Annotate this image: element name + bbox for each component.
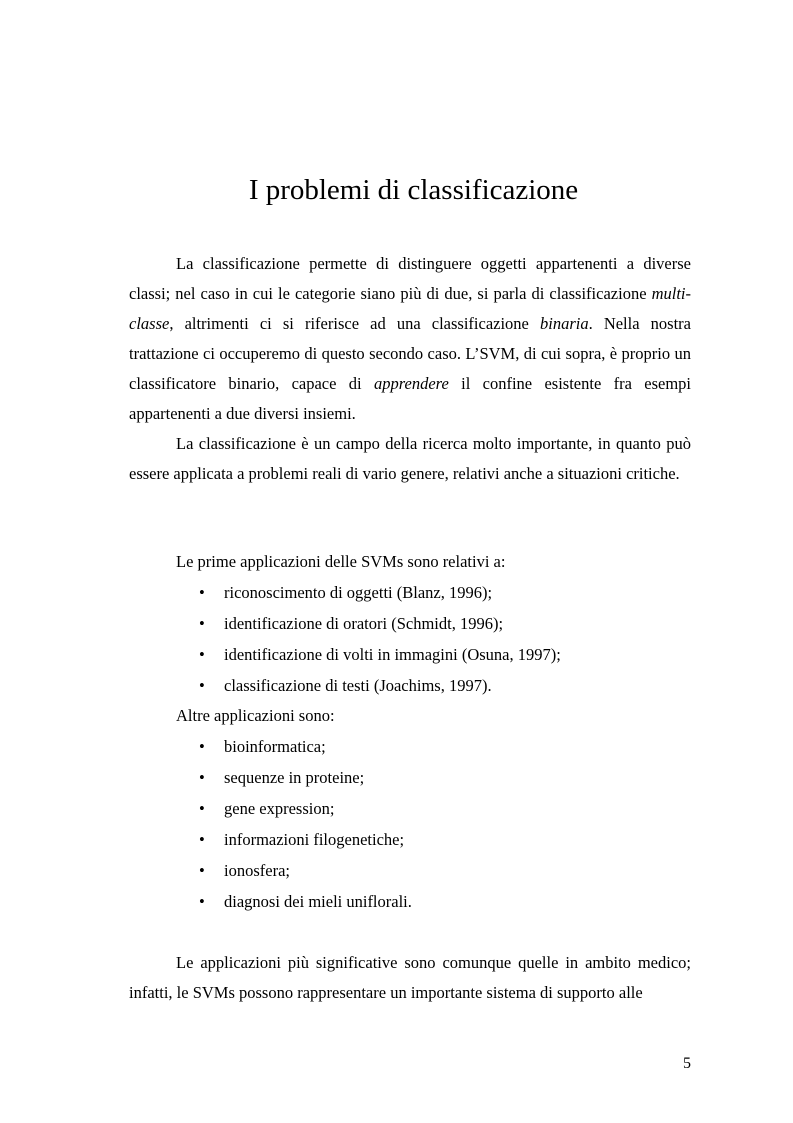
list-item — [129, 577, 691, 608]
bullet-icon: • — [199, 614, 205, 633]
paragraph-medical: Le applicazioni più significative sono comunque quelle in ambito medico; infatti, le SVMs possono rappresentare un importante sistema di supporto alle — [129, 953, 691, 1002]
page-title: I problemi di classificazione — [248, 174, 579, 206]
list-item-text: gene expression; — [224, 799, 335, 818]
list-item-text: informazioni filogenetiche; — [224, 830, 405, 849]
paragraph-block-1 — [129, 249, 691, 489]
list-item — [129, 886, 691, 917]
bullet-icon: • — [199, 830, 205, 849]
text-run: . Nella nostra trattazione ci occuperemo di questo secondo caso. L’SVM, di cui sopra, è proprio un classificatore binario, capace di — [129, 314, 691, 393]
list-item-text: ionosfera; — [224, 861, 290, 880]
bullet-icon: • — [199, 645, 205, 664]
list1-intro: Le prime applicazioni delle SVMs sono relativi a: — [176, 552, 506, 571]
list-item-text: sequenze in proteine; — [224, 768, 365, 787]
list-item-text: riconoscimento di oggetti (Blanz, 1996); — [224, 583, 493, 602]
list-item-text: diagnosi dei mieli uniflorali. — [224, 892, 412, 911]
paragraph-importance: La classificazione è un campo della ricerca molto importante, in quanto può essere applicata a problemi reali di vario genere, relativi anche a situazioni critiche. — [129, 434, 691, 483]
list-item — [129, 639, 691, 670]
bullet-icon: • — [199, 737, 205, 756]
text-run: il confine esistente fra esempi appartenenti a due diversi insiemi. — [129, 374, 691, 423]
first-applications-list — [129, 577, 691, 701]
applications-section — [129, 547, 691, 917]
bullet-icon: • — [199, 768, 205, 787]
list-item — [129, 762, 691, 793]
list-item-text: identificazione di volti in immagini (Osuna, 1997); — [224, 645, 561, 664]
text-run: La classificazione permette di distinguere oggetti appartenenti a diverse classi; nel caso in cui le categorie siano più di due, si parla di classificazione — [129, 254, 691, 303]
list-item-text: bioinformatica; — [224, 737, 326, 756]
other-applications-list — [129, 731, 691, 917]
list-item — [129, 670, 691, 701]
list-item — [129, 793, 691, 824]
bullet-icon: • — [199, 892, 205, 911]
paragraph-intro — [129, 249, 691, 429]
list-item — [129, 824, 691, 855]
bullet-icon: • — [199, 676, 205, 695]
list-item-text: identificazione di oratori (Schmidt, 1996); — [224, 614, 504, 633]
list-item-text: classificazione di testi (Joachims, 1997). — [224, 676, 492, 695]
bullet-icon: • — [199, 799, 205, 818]
list-item — [129, 855, 691, 886]
paragraph-block-3 — [129, 948, 691, 1008]
emphasis-binaria: binaria — [539, 314, 589, 333]
list-item — [129, 608, 691, 639]
bullet-icon: • — [199, 583, 205, 602]
bullet-icon: • — [199, 861, 205, 880]
list-item — [129, 731, 691, 762]
emphasis-multi-classe: multi-classe — [129, 284, 691, 333]
text-run: , altrimenti ci si riferisce ad una classificazione — [169, 314, 540, 333]
page-number: 5 — [683, 1055, 691, 1072]
emphasis-apprendere: apprendere — [373, 374, 449, 393]
list2-intro: Altre applicazioni sono: — [176, 706, 335, 725]
